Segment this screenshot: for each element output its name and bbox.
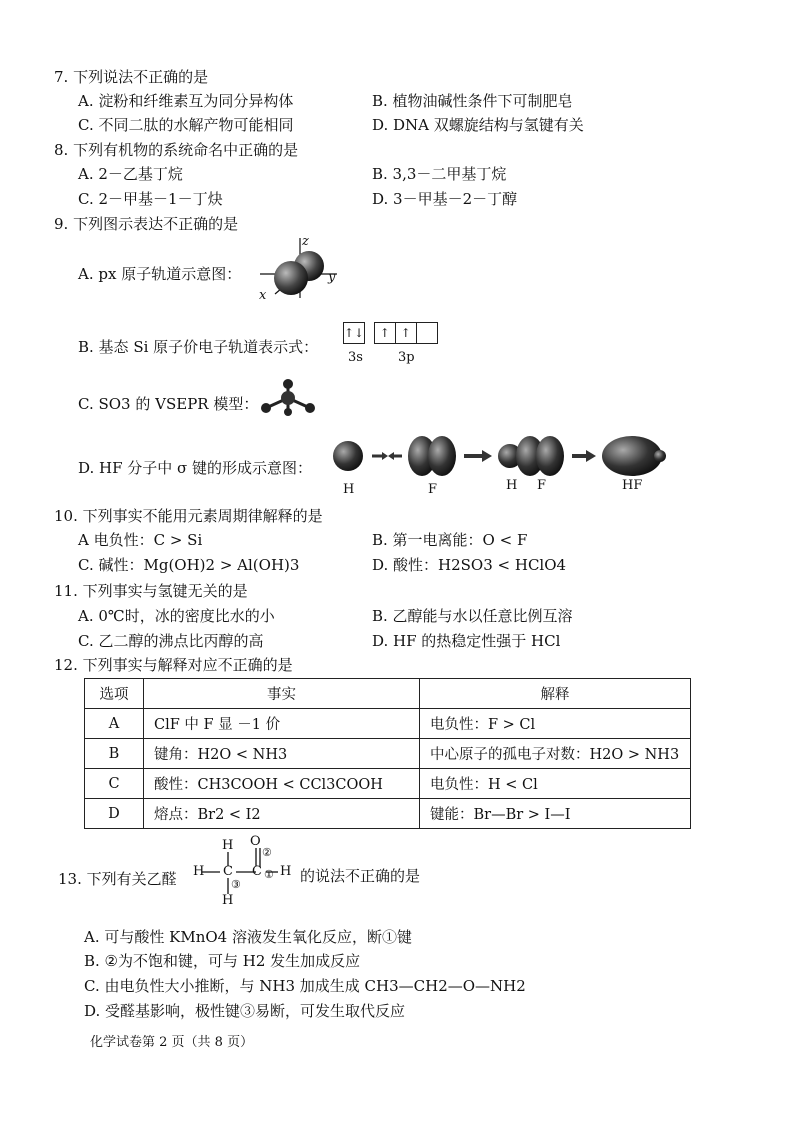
orbital-box-3s: ↑↓	[343, 322, 365, 344]
q13-stem-post: 的说法不正确的是	[300, 867, 421, 885]
q10-stem: 10. 下列事实不能用元素周期律解释的是	[54, 507, 323, 525]
table-header: 事实	[144, 679, 420, 709]
axis-z-label: z	[302, 234, 309, 249]
table-row	[85, 739, 691, 769]
table-cell: ClF 中 F 显 －1 价	[144, 709, 420, 739]
hf-label-h1: H	[343, 482, 355, 497]
label-3p: 3p	[398, 350, 415, 365]
q9-option-c: C. SO3 的 VSEPR 模型：	[78, 395, 259, 413]
q11-option-a: A. 0℃时，冰的密度比水的小	[78, 607, 275, 625]
q13-option-d: D. 受醛基影响，极性键③易断，可发生取代反应	[84, 1002, 406, 1020]
struct-c2: C	[252, 864, 262, 879]
orbital-box-3p-1: ↑	[374, 322, 396, 344]
table-header: 解释	[420, 679, 691, 709]
q13-stem-pre: 13. 下列有关乙醛	[58, 870, 177, 888]
q8-option-b: B. 3,3－二甲基丁烷	[372, 165, 507, 183]
struct-c1: C	[223, 864, 233, 879]
table-cell: 熔点：Br2 < I2	[144, 799, 420, 829]
axis-y-label: y	[328, 270, 336, 285]
table-cell: B	[85, 739, 144, 769]
q8-option-d: D. 3－甲基－2－丁醇	[372, 190, 518, 208]
struct-h-bottom: H	[222, 893, 234, 908]
q11-option-b: B. 乙醇能与水以任意比例互溶	[372, 607, 573, 625]
orbital-box-3p-3	[417, 322, 438, 344]
struct-bond-3: ③	[231, 878, 241, 891]
q11-option-d: D. HF 的热稳定性强于 HCl	[372, 632, 561, 650]
q9-stem: 9. 下列图示表达不正确的是	[54, 215, 239, 233]
table-row	[85, 709, 691, 739]
q7-option-b: B. 植物油碱性条件下可制肥皂	[372, 92, 573, 110]
hf-label-f1: F	[428, 482, 438, 497]
q10-option-c: C. 碱性：Mg(OH)2 > Al(OH)3	[78, 556, 300, 574]
q13-option-a: A. 可与酸性 KMnO4 溶液发生氧化反应，断①键	[84, 928, 412, 946]
hf-sigma-bond-diagram	[332, 432, 672, 482]
table-cell: A	[85, 709, 144, 739]
table-cell: 电负性：H < Cl	[420, 769, 691, 799]
table-cell: 中心原子的孤电子对数：H2O > NH3	[420, 739, 691, 769]
label-3s: 3s	[348, 350, 363, 365]
table-cell: D	[85, 799, 144, 829]
q10-option-d: D. 酸性：H2SO3 < HClO4	[372, 556, 567, 574]
struct-h-top: H	[222, 838, 234, 853]
q9-option-d: D. HF 分子中 σ 键的形成示意图：	[78, 459, 313, 477]
hf-label-hf: HF	[622, 478, 643, 493]
q8-stem: 8. 下列有机物的系统命名中正确的是	[54, 141, 299, 159]
struct-h-left: H	[193, 864, 205, 879]
table-cell: 电负性：F > Cl	[420, 709, 691, 739]
page-footer: 化学试卷第 2 页（共 8 页）	[90, 1035, 254, 1050]
q12-stem: 12. 下列事实与解释对应不正确的是	[54, 656, 293, 674]
table-cell: 键能：Br—Br > I—I	[420, 799, 691, 829]
q13-option-c: C. 由电负性大小推断，与 NH3 加成生成 CH3—CH2—O—NH2	[84, 977, 526, 995]
q10-option-b: B. 第一电离能：O < F	[372, 531, 528, 549]
q11-option-c: C. 乙二醇的沸点比丙醇的高	[78, 632, 264, 650]
struct-o-top: O	[250, 834, 261, 849]
struct-h-right: H	[280, 864, 292, 879]
q10-option-a: A 电负性：C > Si	[78, 531, 203, 549]
orbital-boxes	[343, 322, 438, 344]
struct-bond-2: ②	[262, 846, 272, 859]
q13-option-b: B. ②为不饱和键，可与 H2 发生加成反应	[84, 952, 361, 970]
hf-label-f2: F	[537, 478, 547, 493]
table-row	[85, 769, 691, 799]
so3-vsepr-model	[258, 376, 318, 418]
q7-option-d: D. DNA 双螺旋结构与氢键有关	[372, 116, 584, 134]
struct-bond-1: ①	[264, 868, 274, 881]
q9-option-b: B. 基态 Si 原子价电子轨道表示式：	[78, 338, 319, 356]
table-cell: 键角：H2O < NH3	[144, 739, 420, 769]
table-cell: 酸性：CH3COOH < CCl3COOH	[144, 769, 420, 799]
hf-label-h2: H	[506, 478, 518, 493]
q8-option-c: C. 2－甲基－1－丁炔	[78, 190, 223, 208]
q7-option-c: C. 不同二肽的水解产物可能相同	[78, 116, 294, 134]
q12-table	[84, 678, 691, 829]
q8-option-a: A. 2－乙基丁烷	[78, 165, 183, 183]
q11-stem: 11. 下列事实与氢键无关的是	[54, 582, 248, 600]
orbital-box-3p-2: ↑	[396, 322, 417, 344]
axis-x-label: x	[259, 288, 267, 303]
table-cell: C	[85, 769, 144, 799]
table-row	[85, 799, 691, 829]
table-header: 选项	[85, 679, 144, 709]
table-header-row	[85, 679, 691, 709]
q7-stem: 7. 下列说法不正确的是	[54, 68, 209, 86]
q7-option-a: A. 淀粉和纤维素互为同分异构体	[78, 92, 294, 110]
q9-option-a: A. px 原子轨道示意图：	[78, 265, 242, 283]
